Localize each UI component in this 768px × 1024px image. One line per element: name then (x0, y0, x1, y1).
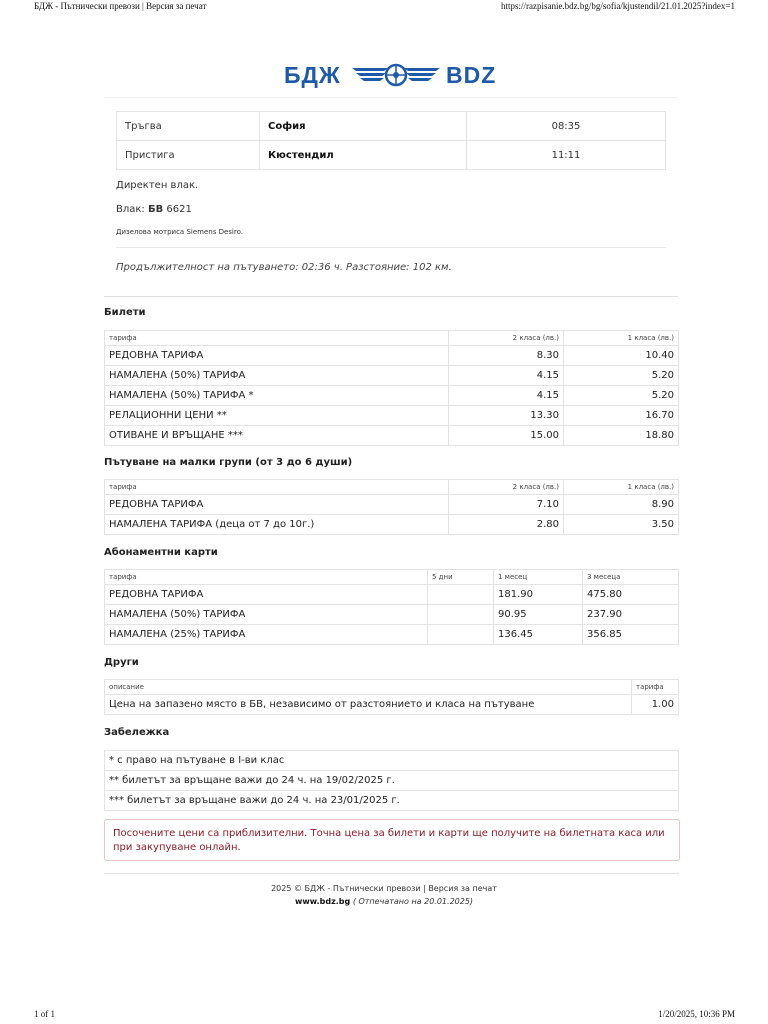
tariff-name: РЕДОВНА ТАРИФА (105, 495, 449, 515)
table-row (105, 585, 679, 605)
price-3months: 237.90 (583, 605, 679, 625)
tariff-name: НАМАЛЕНА (50%) ТАРИФА (105, 366, 449, 386)
header-tariff: тарифа (105, 331, 449, 346)
departure-row (117, 112, 666, 141)
winged-wheel-logo-icon (350, 63, 442, 87)
header-tariff: тарифа (632, 680, 679, 695)
footer-printed-date: ( Отпечатано на 20.01.2025) (352, 897, 474, 906)
footer-site-link[interactable]: www.bdz.bg (294, 897, 351, 906)
tariff-name: ОТИВАНЕ И ВРЪЩАНЕ *** (105, 426, 449, 446)
header-tariff: тарифа (105, 570, 428, 585)
tariff-name: РЕЛАЦИОННИ ЦЕНИ ** (105, 406, 449, 426)
tariff-name: РЕДОВНА ТАРИФА (105, 585, 428, 605)
price-class2: 4.15 (449, 366, 564, 386)
arrival-label: Пристига (117, 141, 260, 170)
note-text: ** билетът за връщане важи до 24 ч. на 19/02/2025 г. (105, 771, 679, 791)
print-datetime: 1/20/2025, 10:36 PM (658, 1009, 735, 1019)
table-header (105, 570, 679, 585)
train-info (116, 204, 192, 215)
price-3months: 475.80 (583, 585, 679, 605)
tickets-title: Билети (104, 307, 146, 318)
print-footer (0, 1008, 768, 1024)
header-5days: 5 дни (428, 570, 494, 585)
price-class1: 18.80 (564, 426, 679, 446)
table-row (105, 406, 679, 426)
note-text: * с право на пътуване в I-ви клас (105, 751, 679, 771)
header-class2: 2 класа (лв.) (449, 331, 564, 346)
table-row (105, 515, 679, 535)
price-3months: 356.85 (583, 625, 679, 645)
table-row (105, 695, 679, 715)
logo-text-bg: БДЖ (284, 62, 341, 88)
direct-train-note: Директен влак. (116, 180, 199, 191)
footer-divider (104, 873, 679, 874)
price-class2: 4.15 (449, 386, 564, 406)
price-class2: 13.30 (449, 406, 564, 426)
trip-summary: Продължителност на пътуването: 02:36 ч. Разстояние: 102 км. (116, 262, 452, 273)
notes-table (104, 750, 679, 811)
header-1month: 1 месец (494, 570, 583, 585)
note-text: *** билетът за връщане важи до 24 ч. на 23/01/2025 г. (105, 791, 679, 811)
price-class2: 8.30 (449, 346, 564, 366)
price-class2: 2.80 (449, 515, 564, 535)
tickets-table (104, 330, 679, 446)
price-5days (428, 585, 494, 605)
header-class1: 1 класа (лв.) (564, 480, 679, 495)
tariff-name: НАМАЛЕНА (50%) ТАРИФА * (105, 386, 449, 406)
other-title: Други (104, 657, 139, 668)
groups-title: Пътуване на малки групи (от 3 до 6 души) (104, 457, 353, 468)
table-row (105, 751, 679, 771)
notes-title: Забележка (104, 727, 170, 738)
table-row (105, 605, 679, 625)
header-class2: 2 класа (лв.) (449, 480, 564, 495)
page-count: 1 of 1 (34, 1009, 55, 1019)
footer-site-line (0, 897, 768, 906)
table-row (105, 625, 679, 645)
table-row (105, 495, 679, 515)
other-table (104, 679, 679, 715)
price-5days (428, 605, 494, 625)
price-class2: 7.10 (449, 495, 564, 515)
price-5days (428, 625, 494, 645)
tariff-name: НАМАЛЕНА (50%) ТАРИФА (105, 605, 428, 625)
train-prefix: Влак: (116, 204, 145, 215)
price-class1: 5.20 (564, 386, 679, 406)
footer-copyright: 2025 © БДЖ - Пътнически превози | Версия за печат (271, 884, 497, 893)
departure-time: 08:35 (467, 112, 666, 141)
price-class1: 5.20 (564, 366, 679, 386)
arrival-row (117, 141, 666, 170)
print-page-title: БДЖ - Пътнически превози | Версия за печат (34, 1, 207, 11)
table-header (105, 680, 679, 695)
price-1month: 90.95 (494, 605, 583, 625)
departure-label: Тръгва (117, 112, 260, 141)
header-description: описание (105, 680, 632, 695)
header-3months: 3 месеца (583, 570, 679, 585)
header-tariff: тарифа (105, 480, 449, 495)
price-class2: 15.00 (449, 426, 564, 446)
table-header (105, 480, 679, 495)
bdz-logo (284, 60, 504, 90)
other-description: Цена на запазено място в БВ, независимо от разстоянието и класа на пътуване (105, 695, 632, 715)
table-row (105, 791, 679, 811)
passes-table (104, 569, 679, 645)
train-type: БВ (147, 204, 164, 215)
price-disclaimer-alert: Посочените цени са приблизителни. Точна цена за билети и карти ще получите на билетната каса или при закупуване онлайн. (104, 819, 680, 861)
price-class1: 3.50 (564, 515, 679, 535)
price-1month: 181.90 (494, 585, 583, 605)
print-header (0, 0, 768, 16)
table-row (105, 366, 679, 386)
price-class1: 8.90 (564, 495, 679, 515)
route-divider (116, 247, 666, 248)
route-table (116, 111, 666, 170)
train-number: 6621 (166, 204, 192, 215)
tariff-name: НАМАЛЕНА (25%) ТАРИФА (105, 625, 428, 645)
table-row (105, 386, 679, 406)
passes-title: Абонаментни карти (104, 547, 218, 558)
tariff-name: РЕДОВНА ТАРИФА (105, 346, 449, 366)
arrival-station: Кюстендил (260, 141, 467, 170)
price-1month: 136.45 (494, 625, 583, 645)
table-row (105, 771, 679, 791)
departure-station: София (260, 112, 467, 141)
price-class1: 16.70 (564, 406, 679, 426)
header-class1: 1 класа (лв.) (564, 331, 679, 346)
route-panel (104, 97, 678, 297)
print-page-url: https://razpisanie.bdz.bg/bg/sofia/kjustendil/21.01.2025?index=1 (500, 1, 735, 11)
table-header (105, 331, 679, 346)
arrival-time: 11:11 (467, 141, 666, 170)
table-row (105, 346, 679, 366)
price-class1: 10.40 (564, 346, 679, 366)
logo-text-en: BDZ (446, 62, 497, 88)
train-description: Дизелова мотриса Siemens Desiro. (116, 228, 243, 236)
table-row (105, 426, 679, 446)
other-price: 1.00 (632, 695, 679, 715)
groups-table (104, 479, 679, 535)
tariff-name: НАМАЛЕНА ТАРИФА (деца от 7 до 10г.) (105, 515, 449, 535)
